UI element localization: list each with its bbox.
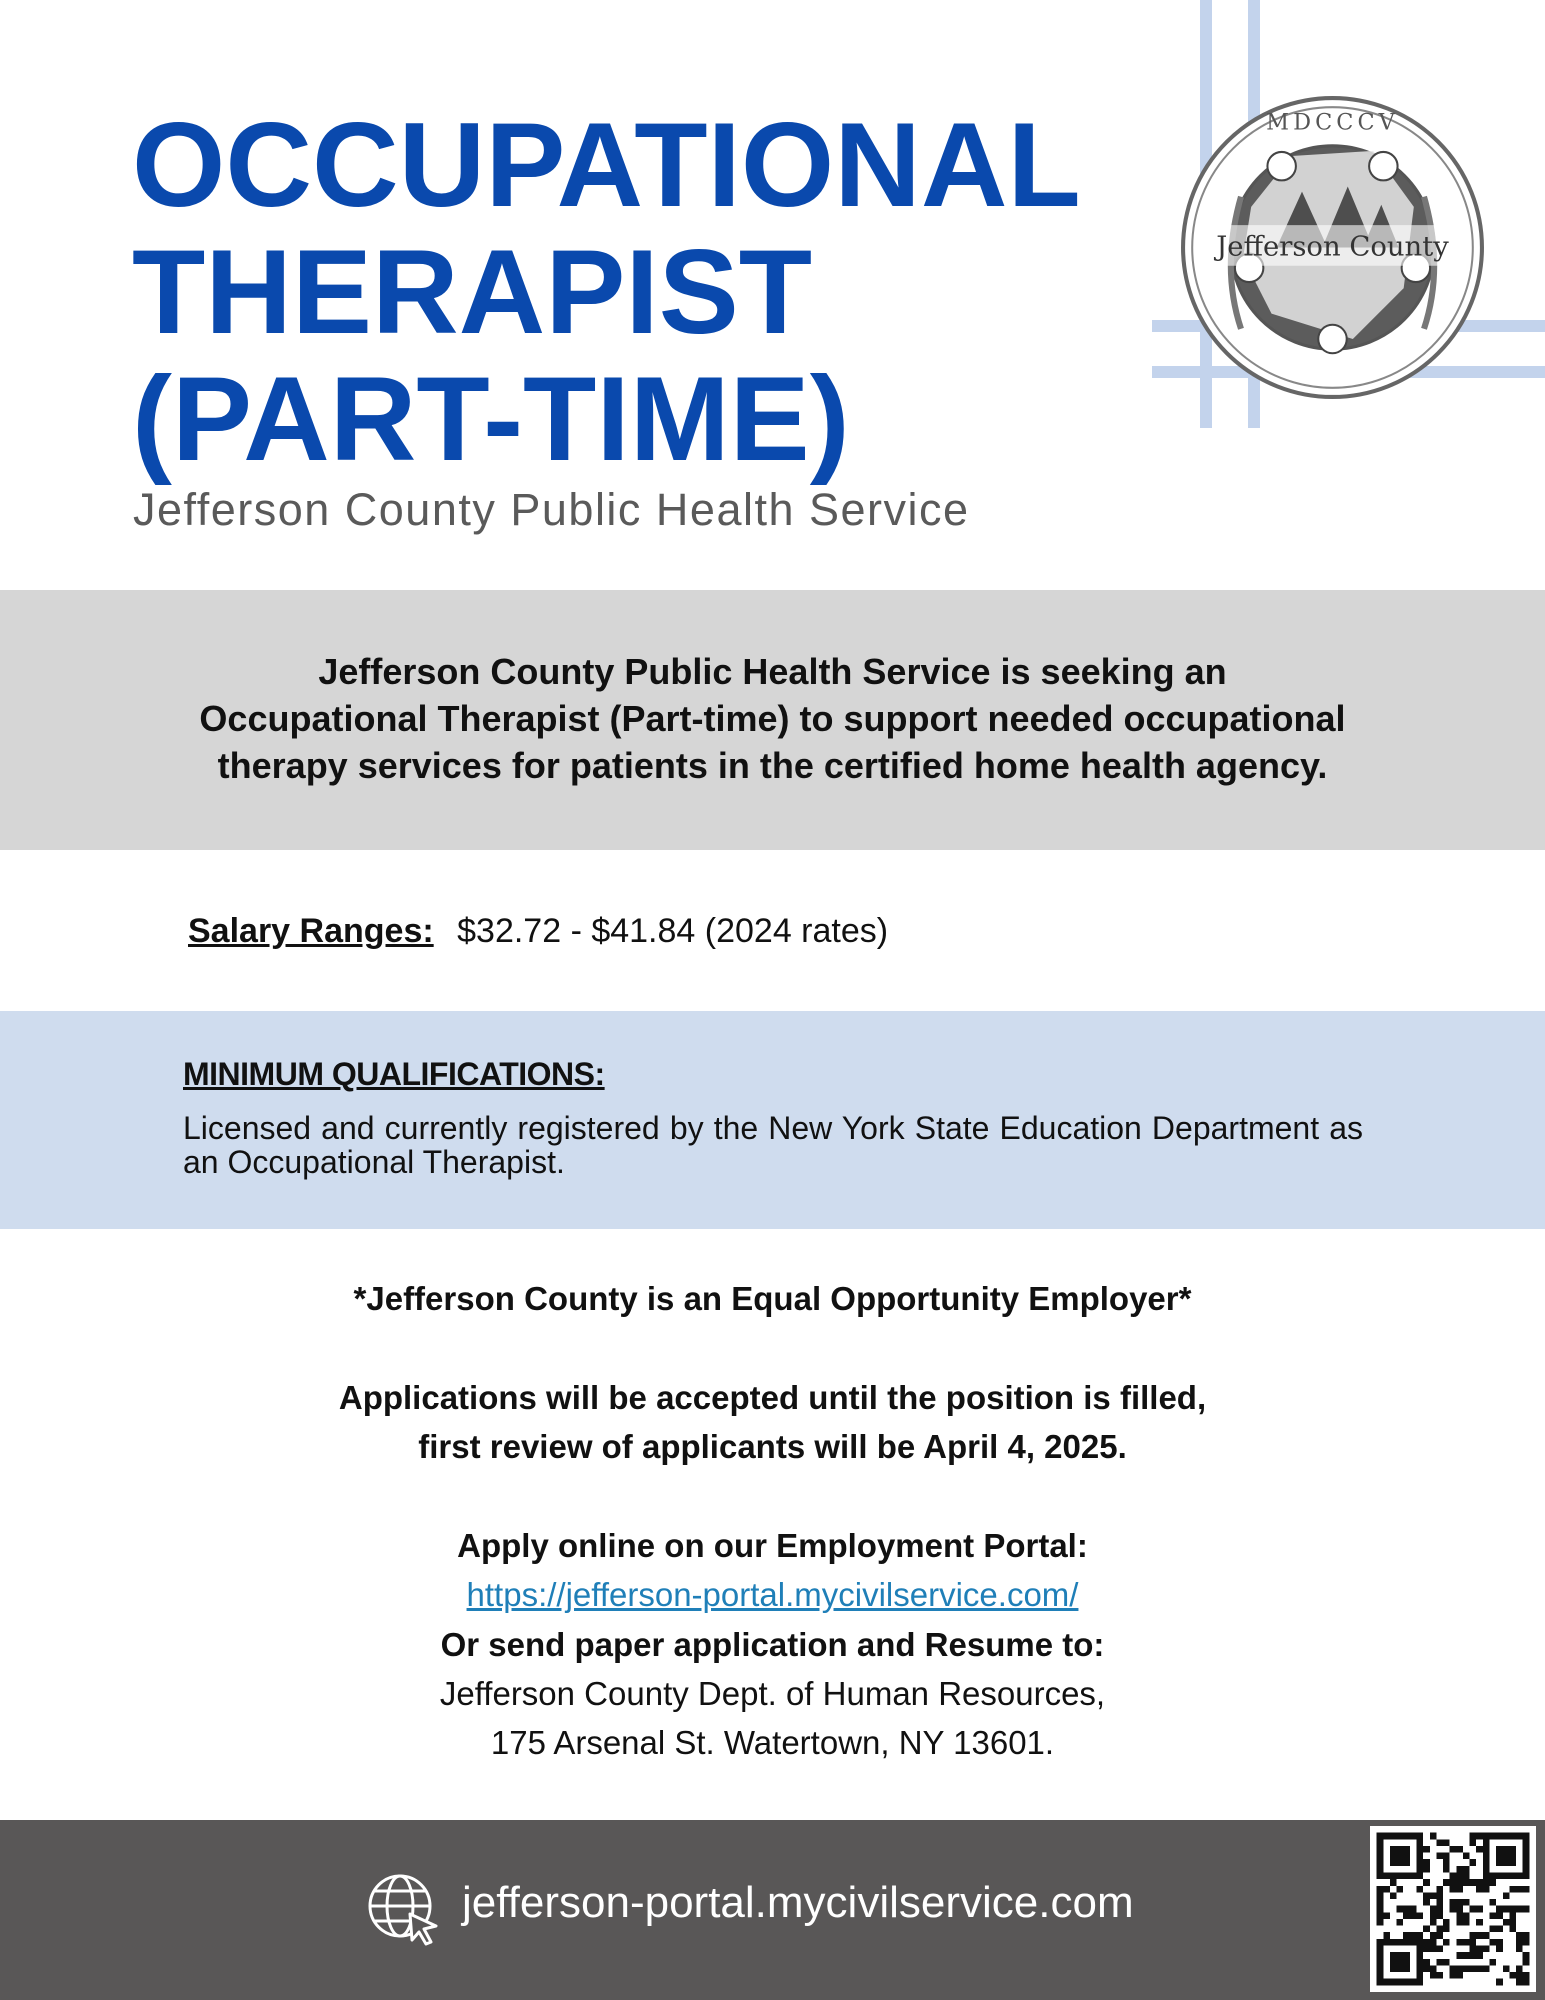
salary-value: $32.72 - $41.84 (2024 rates) (457, 912, 889, 950)
footer-url-link[interactable]: jefferson-portal.mycivilservice.com (462, 1878, 1134, 1927)
title-line-3: (PART-TIME) (132, 352, 850, 486)
qualifications-text: Licensed and currently registered by the New York State Education Department as an Occupational Therapist. (183, 1110, 1363, 1180)
seal-center-text: Jefferson County (1216, 231, 1449, 263)
address-line-2: 175 Arsenal St. Watertown, NY 13601. (490, 1724, 1055, 1761)
intro-line: Jefferson County Public Health Service is seeking an (318, 651, 1227, 692)
address-line-1: Jefferson County Dept. of Human Resources, (439, 1675, 1106, 1712)
page-title (132, 98, 1082, 486)
apply-online-label: Apply online on our Employment Portal: (457, 1527, 1088, 1564)
equal-opportunity-statement: *Jefferson County is an Equal Opportunity Employer* (353, 1280, 1192, 1317)
title-line-1: OCCUPATIONAL (132, 98, 1081, 232)
intro-band (0, 590, 1545, 850)
qualifications-heading: MINIMUM QUALIFICATIONS: (183, 1056, 605, 1092)
intro-line: therapy services for patients in the certified home health agency. (217, 745, 1328, 786)
intro-text (110, 648, 1435, 789)
paper-application-label: Or send paper application and Resume to: (440, 1626, 1105, 1663)
applications-line-2: first review of applicants will be April 4, 2025. (418, 1428, 1127, 1465)
globe-cursor-icon (366, 1872, 440, 1946)
applications-line-1: Applications will be accepted until the position is filled, (338, 1379, 1207, 1416)
footer (0, 1820, 1545, 2000)
title-line-2: THERAPIST (132, 225, 813, 359)
salary-row (188, 912, 888, 951)
intro-line: Occupational Therapist (Part-time) to support needed occupational (199, 698, 1346, 739)
subtitle: Jefferson County Public Health Service (133, 484, 970, 535)
seal-top-text: MDCCCV (1266, 109, 1399, 136)
qualifications-band (0, 1011, 1545, 1229)
qr-code[interactable] (1370, 1826, 1536, 1992)
salary-label: Salary Ranges: (188, 912, 434, 950)
county-seal-logo (1180, 95, 1485, 400)
portal-link[interactable]: https://jefferson-portal.mycivilservice.com/ (466, 1576, 1079, 1613)
